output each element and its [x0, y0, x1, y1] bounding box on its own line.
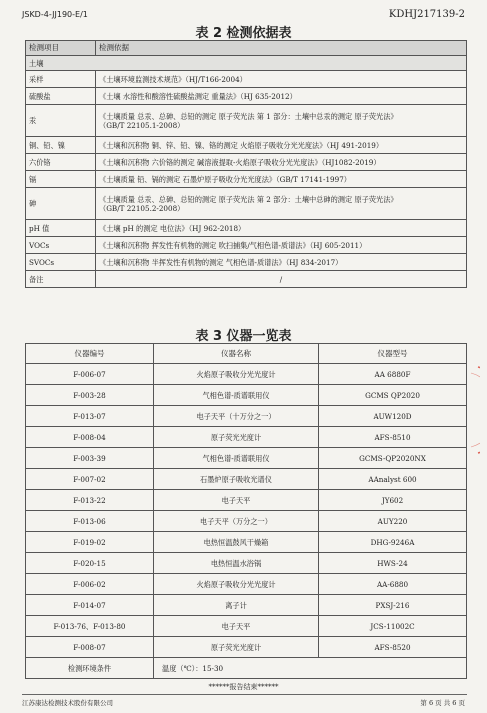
- instrument-id: F-014-07: [26, 595, 154, 616]
- environment-label: 检测环境条件: [26, 658, 154, 679]
- basis-cell: 《土壤 pH 的测定 电位法》（HJ 962-2018）: [96, 220, 467, 237]
- table-row: [26, 469, 467, 490]
- instrument-name: 气相色谱-质谱联用仪: [154, 448, 319, 469]
- basis-cell: 《土壤和沉积物 挥发性有机物的测定 吹扫捕集/气相色谱-质谱法》（HJ 605-2011）: [96, 237, 467, 254]
- instrument-id: F-006-02: [26, 574, 154, 595]
- table-row: [26, 385, 467, 406]
- table-row: [26, 406, 467, 427]
- instrument-id: F-013-76、F-013-80: [26, 616, 154, 637]
- instrument-model: AAnalyst 600: [319, 469, 467, 490]
- environment-value: 温度（℃）：15-30: [154, 658, 467, 679]
- instrument-model: GCMS-QP2020NX: [319, 448, 467, 469]
- basis-line: 《土壤质量 总汞、总砷、总铅的测定 原子荧光法 第 2 部分：土壤中总砷的测定 原子荧光法》: [99, 194, 398, 204]
- table-row: [26, 490, 467, 511]
- table-row: [26, 364, 467, 385]
- instrument-name: 电热恒温水浴锅: [154, 553, 319, 574]
- table-row: [26, 532, 467, 553]
- header-item: 检测项目: [26, 41, 96, 56]
- item-cell: 备注: [26, 271, 96, 288]
- table-row: [26, 254, 467, 271]
- table-row: [26, 220, 467, 237]
- instrument-table: [25, 343, 467, 679]
- instrument-name: 火焰原子吸收分光光度计: [154, 574, 319, 595]
- basis-cell: 《土壤和沉积物 六价铬的测定 碱溶液提取-火焰原子吸收分光光度法》（HJ1082-2019）: [96, 154, 467, 171]
- instrument-model: HWS-24: [319, 553, 467, 574]
- table2-title: 表 2 检测依据表: [195, 26, 292, 41]
- table-row: [26, 154, 467, 171]
- instrument-model: AA-6880: [319, 574, 467, 595]
- header-basis: 检测依据: [96, 41, 467, 56]
- basis-cell: 《土壤和沉积物 半挥发性有机物的测定 气相色谱-质谱法》（HJ 834-2017）: [96, 254, 467, 271]
- instrument-id: F-019-02: [26, 532, 154, 553]
- instrument-model: DHG-9246A: [319, 532, 467, 553]
- instrument-model: GCMS QP2020: [319, 385, 467, 406]
- instrument-id: F-003-28: [26, 385, 154, 406]
- environment-row: [26, 658, 467, 679]
- instrument-id: F-008-04: [26, 427, 154, 448]
- basis-line: （GB/T 22105.1-2008）: [99, 120, 185, 130]
- table-row: [26, 188, 467, 220]
- table-row: [26, 237, 467, 254]
- basis-line: 《土壤质量 总汞、总砷、总铅的测定 原子荧光法 第 1 部分：土壤中总汞的测定 原子荧光法》: [99, 111, 398, 121]
- table-row: [26, 71, 467, 88]
- table-header-row: [26, 344, 467, 364]
- instrument-model: AA 6880F: [319, 364, 467, 385]
- item-cell: 镉: [26, 171, 96, 188]
- table-row: [26, 553, 467, 574]
- instrument-name: 气相色谱-质谱联用仪: [154, 385, 319, 406]
- basis-cell: 《土壤 水溶性和酸溶性硫酸盐测定 重量法》（HJ 635-2012）: [96, 88, 467, 105]
- instrument-name: 原子荧光光度计: [154, 427, 319, 448]
- instrument-name: 电热恒温鼓风干燥箱: [154, 532, 319, 553]
- instrument-name: 电子天平: [154, 616, 319, 637]
- instrument-id: F-020-15: [26, 553, 154, 574]
- item-cell: SVOCs: [26, 254, 96, 271]
- table-row: [26, 616, 467, 637]
- footer-divider: [22, 694, 467, 695]
- table-row: [26, 637, 467, 658]
- header-instrument-model: 仪器型号: [319, 344, 467, 364]
- report-number: KDHJ217139-2: [388, 9, 465, 20]
- remarks-row: [26, 271, 467, 288]
- table-row: [26, 105, 467, 137]
- detection-basis-table: [25, 40, 467, 288]
- instrument-id: F-013-06: [26, 511, 154, 532]
- instrument-model: JCS-11002C: [319, 616, 467, 637]
- table-row: [26, 574, 467, 595]
- instrument-id: F-003-39: [26, 448, 154, 469]
- report-end-note: ******报告结束******: [208, 683, 279, 691]
- item-cell: 砷: [26, 188, 96, 220]
- instrument-name: 石墨炉原子吸收光谱仪: [154, 469, 319, 490]
- item-cell: 硫酸盐: [26, 88, 96, 105]
- header-instrument-id: 仪器编号: [26, 344, 154, 364]
- instrument-id: F-013-22: [26, 490, 154, 511]
- table3-title: 表 3 仪器一览表: [195, 329, 292, 344]
- instrument-name: 原子荧光光度计: [154, 637, 319, 658]
- item-cell: 铜、铅、镍: [26, 137, 96, 154]
- item-cell: 采样: [26, 71, 96, 88]
- instrument-name: 电子天平: [154, 490, 319, 511]
- instrument-model: AFS-8510: [319, 427, 467, 448]
- table-row: [26, 137, 467, 154]
- basis-cell: 《土壤环境监测技术规范》（HJ/T166-2004）: [96, 71, 467, 88]
- basis-line: （GB/T 22105.2-2008）: [99, 203, 185, 213]
- instrument-id: F-007-02: [26, 469, 154, 490]
- section-label: 土壤: [26, 56, 467, 71]
- basis-cell: 《土壤质量 铅、镉的测定 石墨炉原子吸收分光光度法》（GB/T 17141-1997）: [96, 171, 467, 188]
- basis-cell: [96, 188, 467, 220]
- instrument-name: 火焰原子吸收分光光度计: [154, 364, 319, 385]
- item-cell: 汞: [26, 105, 96, 137]
- section-row: [26, 56, 467, 71]
- instrument-id: F-006-07: [26, 364, 154, 385]
- instrument-model: AUY220: [319, 511, 467, 532]
- table-row: [26, 595, 467, 616]
- item-cell: 六价铬: [26, 154, 96, 171]
- instrument-name: 离子计: [154, 595, 319, 616]
- item-cell: VOCs: [26, 237, 96, 254]
- instrument-model: AUW120D: [319, 406, 467, 427]
- instrument-name: 电子天平（万分之一）: [154, 511, 319, 532]
- table-header-row: [26, 41, 467, 56]
- instrument-model: PXSJ-216: [319, 595, 467, 616]
- page-number: 第 6 页 共 6 页: [420, 699, 465, 707]
- instrument-model: AFS-8520: [319, 637, 467, 658]
- company-seal-stamp: [440, 365, 480, 455]
- company-name: 江苏康达检测技术股份有限公司: [22, 699, 113, 707]
- instrument-id: F-008-07: [26, 637, 154, 658]
- table-row: [26, 448, 467, 469]
- document-code: JSKD-4-JJ190-E/1: [22, 10, 88, 19]
- table-row: [26, 88, 467, 105]
- item-cell: pH 值: [26, 220, 96, 237]
- instrument-model: JY602: [319, 490, 467, 511]
- basis-cell: /: [96, 271, 467, 288]
- header-instrument-name: 仪器名称: [154, 344, 319, 364]
- basis-cell: 《土壤和沉积物 铜、锌、铅、镍、铬的测定 火焰原子吸收分光光度法》（HJ 491-2019）: [96, 137, 467, 154]
- table-row: [26, 511, 467, 532]
- basis-cell: [96, 105, 467, 137]
- instrument-name: 电子天平（十万分之一）: [154, 406, 319, 427]
- table-row: [26, 171, 467, 188]
- table-row: [26, 427, 467, 448]
- instrument-id: F-013-07: [26, 406, 154, 427]
